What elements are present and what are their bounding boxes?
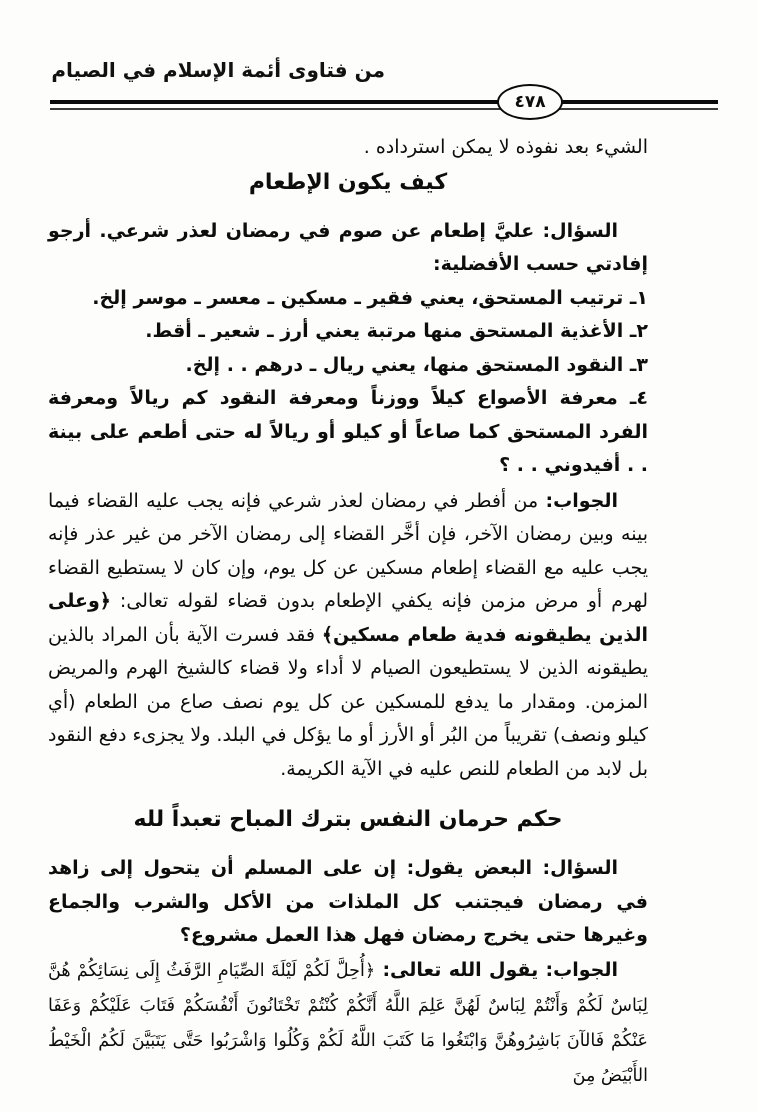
section-heading-self-deprivation: حكم حرمان النفس بترك المباح تعبداً لله — [133, 807, 563, 832]
quran-verse: ﴿أُحِلَّ لَكُمْ لَيْلَةَ الصِّيَامِ الرَّفَثُ إِلَى نِسَائِكُمْ هُنَّ لِبَاسٌ لَكُمْ وَأَنْتُمْ لِبَاسٌ لَهُنَّ عَلِمَ اللَّهُ أَنَّكُمْ كُنْتُمْ تَخْتَانُونَ أَنْفُسَكُمْ فَتَابَ عَلَيْكُمْ وَعَفَا عَنْكُمْ فَالآنَ بَاشِرُوهُنَّ وَابْتَغُوا مَا كَتَبَ اللَّهُ لَكُمْ وَكُلُوا وَاشْرَبُوا حَتَّى يَتَبَيَّنَ لَكُمُ الْخَيْطُ الأَبْيَضُ مِنَ — [48, 960, 648, 1086]
list-item: ١ـ ترتيب المستحق، يعني فقير ـ مسكين ـ معسر ـ موسر إلخ. — [92, 286, 648, 309]
page-number-badge — [497, 84, 563, 120]
question-label: السؤال: — [542, 857, 618, 879]
question-paragraph-1 — [48, 215, 648, 282]
section-heading-how-feeding: كيف يكون الإطعام — [248, 169, 448, 195]
list-item: ٤ـ معرفة الأصواع كيلاً ووزناً ومعرفة النقود كم ريالاً ومعرفة الفرد المستحق كما صاعاً أو كيلو أو ريالاً له حتى أطعم على بينة . . أفيدوني . . ؟ — [48, 387, 648, 476]
answer-text-part2: فقد فسرت الآية بأن المراد بالذين يطيقونه الذين لا يستطيعون الصيام لا أداء ولا قضاء كالشيخ الهرم والمريض المزمن. ومقدار ما يدفع للمسكين عن كل يوم نصف صاع من الطعام (أي كيلو ونصف) تقريباً من البُر أو الأرز أو ما يؤكل في البلد. ولا يجزىء دفع النقود بل لابد من الطعام للنص عليه في الآية الكريمة. — [48, 623, 648, 780]
answer-text-part1: من أفطر في رمضان لعذر شرعي فإنه يجب عليه القضاء فيما بينه وبين رمضان الآخر، فإن أخَّر القضاء إلى رمضان الآخر من غير عذر فإنه يجب عليه مع القضاء إطعام مسكين عن كل يوم، وإن كان لا يستطيع القضاء لهرم أو مرض مزمن فإنه يكفي الإطعام بدون قضاء لقوله تعالى: — [48, 489, 648, 612]
answer-intro-text: يقول الله تعالى: — [375, 958, 546, 981]
answer-paragraph-1 — [48, 485, 648, 787]
quran-quote-inline: ﴿وعلى الذين يطيقونه فدية طعام مسكين﴾ — [48, 590, 648, 646]
answer-label: الجواب: — [545, 489, 618, 512]
page-header-title: من فتاوى أئمة الإسلام في الصيام — [51, 58, 385, 82]
priority-list — [48, 282, 648, 483]
question-text: البعض يقول: إن على المسلم أن يتحول إلى زاهد في رمضان فيجتنب كل الملذات من الأكل والشرب والجماع وغيرها حتى يخرج رمضان فهل هذا العمل مشروع؟ — [48, 857, 648, 946]
text-block — [48, 131, 648, 1093]
answer-label: الجواب: — [545, 958, 618, 981]
header-rule-thick — [50, 100, 718, 104]
page-number: ٤٧٨ — [514, 92, 546, 112]
answer-paragraph-2 — [48, 953, 648, 1093]
list-item: ٣ـ النقود المستحق منها، يعني ريال ـ درهم . . إلخ. — [185, 353, 648, 376]
question-text: عليَّ إطعام عن صوم في رمضان لعذر شرعي. أرجو إفادتي حسب الأفضلية: — [48, 219, 648, 275]
header-rule-thin — [50, 108, 718, 110]
question-label: السؤال: — [542, 219, 618, 242]
list-item: ٢ـ الأغذية المستحق منها مرتبة يعني أرز ـ شعير ـ أقط. — [145, 320, 648, 342]
intro-paragraph: الشيء بعد نفوذه لا يمكن استرداده . — [363, 136, 648, 158]
question-paragraph-2 — [48, 852, 648, 953]
